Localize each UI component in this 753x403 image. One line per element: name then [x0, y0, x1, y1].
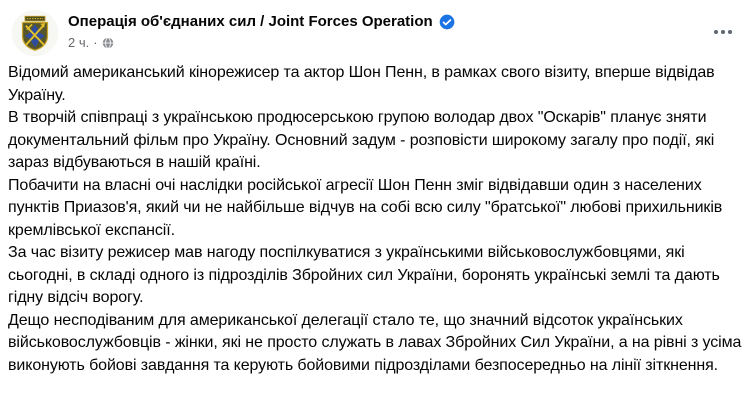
ellipsis-dot	[728, 30, 732, 34]
page-name-link[interactable]: Операція об'єднаних сил / Joint Forces Operation	[68, 13, 433, 30]
privacy-globe-icon	[102, 37, 114, 49]
timestamp-link[interactable]: 2 ч.	[68, 35, 90, 50]
verified-badge-icon	[439, 14, 455, 30]
post-paragraph: Побачити на власні очі наслідки російської агресії Шон Пенн зміг відвідавши один з населених пунктів Приазов'я, який чи не найбільше відчув на собі всю силу "братської" любові прихильників кремлівської експансії.	[8, 176, 723, 239]
header-info	[68, 10, 455, 51]
page-avatar[interactable]	[12, 10, 58, 56]
post-paragraph: В творчій співпраці з українською продюсерською групою володар двох "Оскарів" планує зняти документальний фільм про Україну. Основний задум - розповісти широкому загалу про події, які зараз відбуваються в нашій країні.	[8, 109, 715, 171]
post-paragraph: Дещо несподіваним для американської делегації стало те, що значний відсоток українських військовослужбовців - жінки, які не просто служать в лавах Збройних Сил України, а на рівні з усіма виконують бойові завдання та керують бойовими підрозділами безпосередньо на лінії зіткнення.	[8, 311, 742, 374]
meta-separator: ·	[93, 35, 98, 50]
name-row	[68, 12, 455, 32]
ellipsis-dot	[721, 30, 725, 34]
post-paragraph: Відомий американський кінорежисер та актор Шон Пенн, в рамках свого візиту, вперше відвідав Україну.	[8, 64, 715, 104]
more-options-button[interactable]	[707, 20, 739, 44]
joint-forces-emblem-icon	[12, 10, 58, 56]
ellipsis-dot	[714, 30, 718, 34]
post-meta-row	[68, 34, 455, 51]
post-paragraph: За час візиту режисер мав нагоду поспілкуватися з українськими військовослужбовцями, які сьогодні, в складі одного із підрозділів Збройних сил України, боронять українські землі та дають гідну відсіч ворогу.	[8, 244, 720, 306]
post-text	[0, 58, 753, 377]
post-header	[0, 0, 753, 58]
